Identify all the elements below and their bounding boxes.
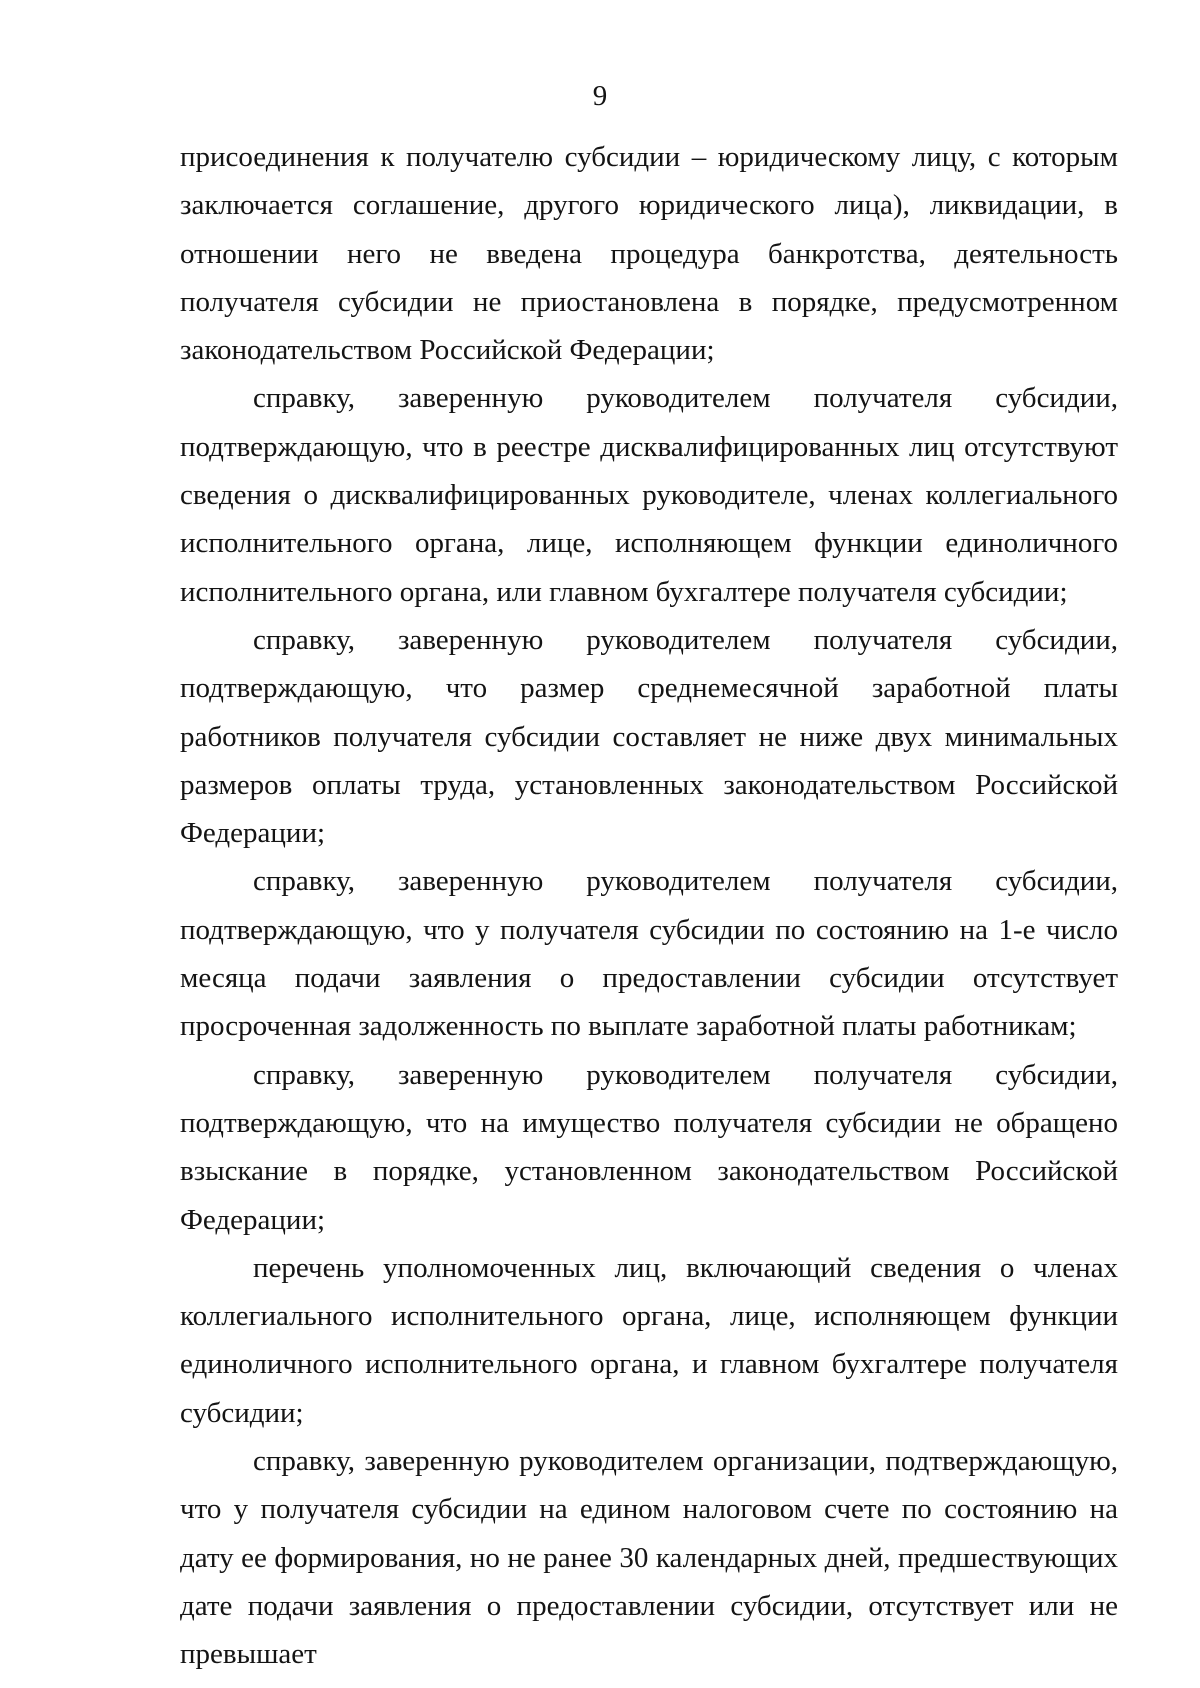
paragraph-average-salary-certificate: справку, заверенную руководителем получателя субсидии, подтверждающую, что размер среднемесячной заработной платы работников получателя субсидии составляет не ниже двух минимальных размеров оплаты труда, установленных законодательством Российской Федерации; (180, 623, 1118, 850)
document-body (180, 133, 1118, 1679)
paragraph-continued: присоединения к получателю субсидии – юридическому лицу, с которым заключается соглашение, другого юридического лица), ликвидации, в отношении него не введена процедура банкротства, деятельность получателя субсидии не приостановлена в порядке, предусмотренном законодательством Российской Федерации; (180, 141, 1118, 367)
paragraph-tax-account-certificate: справку, заверенную руководителем организации, подтверждающую, что у получателя субсидии на едином налоговом счете по состоянию на дату ее формирования, но не ранее 30 календарных дней, предшествующих дате подачи заявления о предоставлении субсидии, отсутствует или не превышает (180, 1445, 1118, 1671)
paragraph-salary-arrears-certificate: справку, заверенную руководителем получателя субсидии, подтверждающую, что у получателя субсидии по состоянию на 1-е число месяца подачи заявления о предоставлении субсидии отсутствует просроченная задолженность по выплате заработной платы работникам; (180, 865, 1118, 1043)
page-number: 9 (592, 80, 608, 112)
paragraph-authorized-persons-list: перечень уполномоченных лиц, включающий сведения о членах коллегиального исполнительного органа, лице, исполняющем функции единоличного исполнительного органа, и главном бухгалтере получателя субсидии; (180, 1251, 1118, 1429)
paragraph-property-recovery-certificate: справку, заверенную руководителем получателя субсидии, подтверждающую, что на имущество получателя субсидии не обращено взыскание в порядке, установленном законодательством Российской Федерации; (180, 1058, 1118, 1236)
paragraph-disqualified-persons-certificate: справку, заверенную руководителем получателя субсидии, подтверждающую, что в реестре дисквалифицированных лиц отсутствуют сведения о дисквалифицированных руководителе, членах коллегиального исполнительного органа, лице, исполняющем функции единоличного исполнительного органа, или главном бухгалтере получателя субсидии; (180, 382, 1118, 608)
